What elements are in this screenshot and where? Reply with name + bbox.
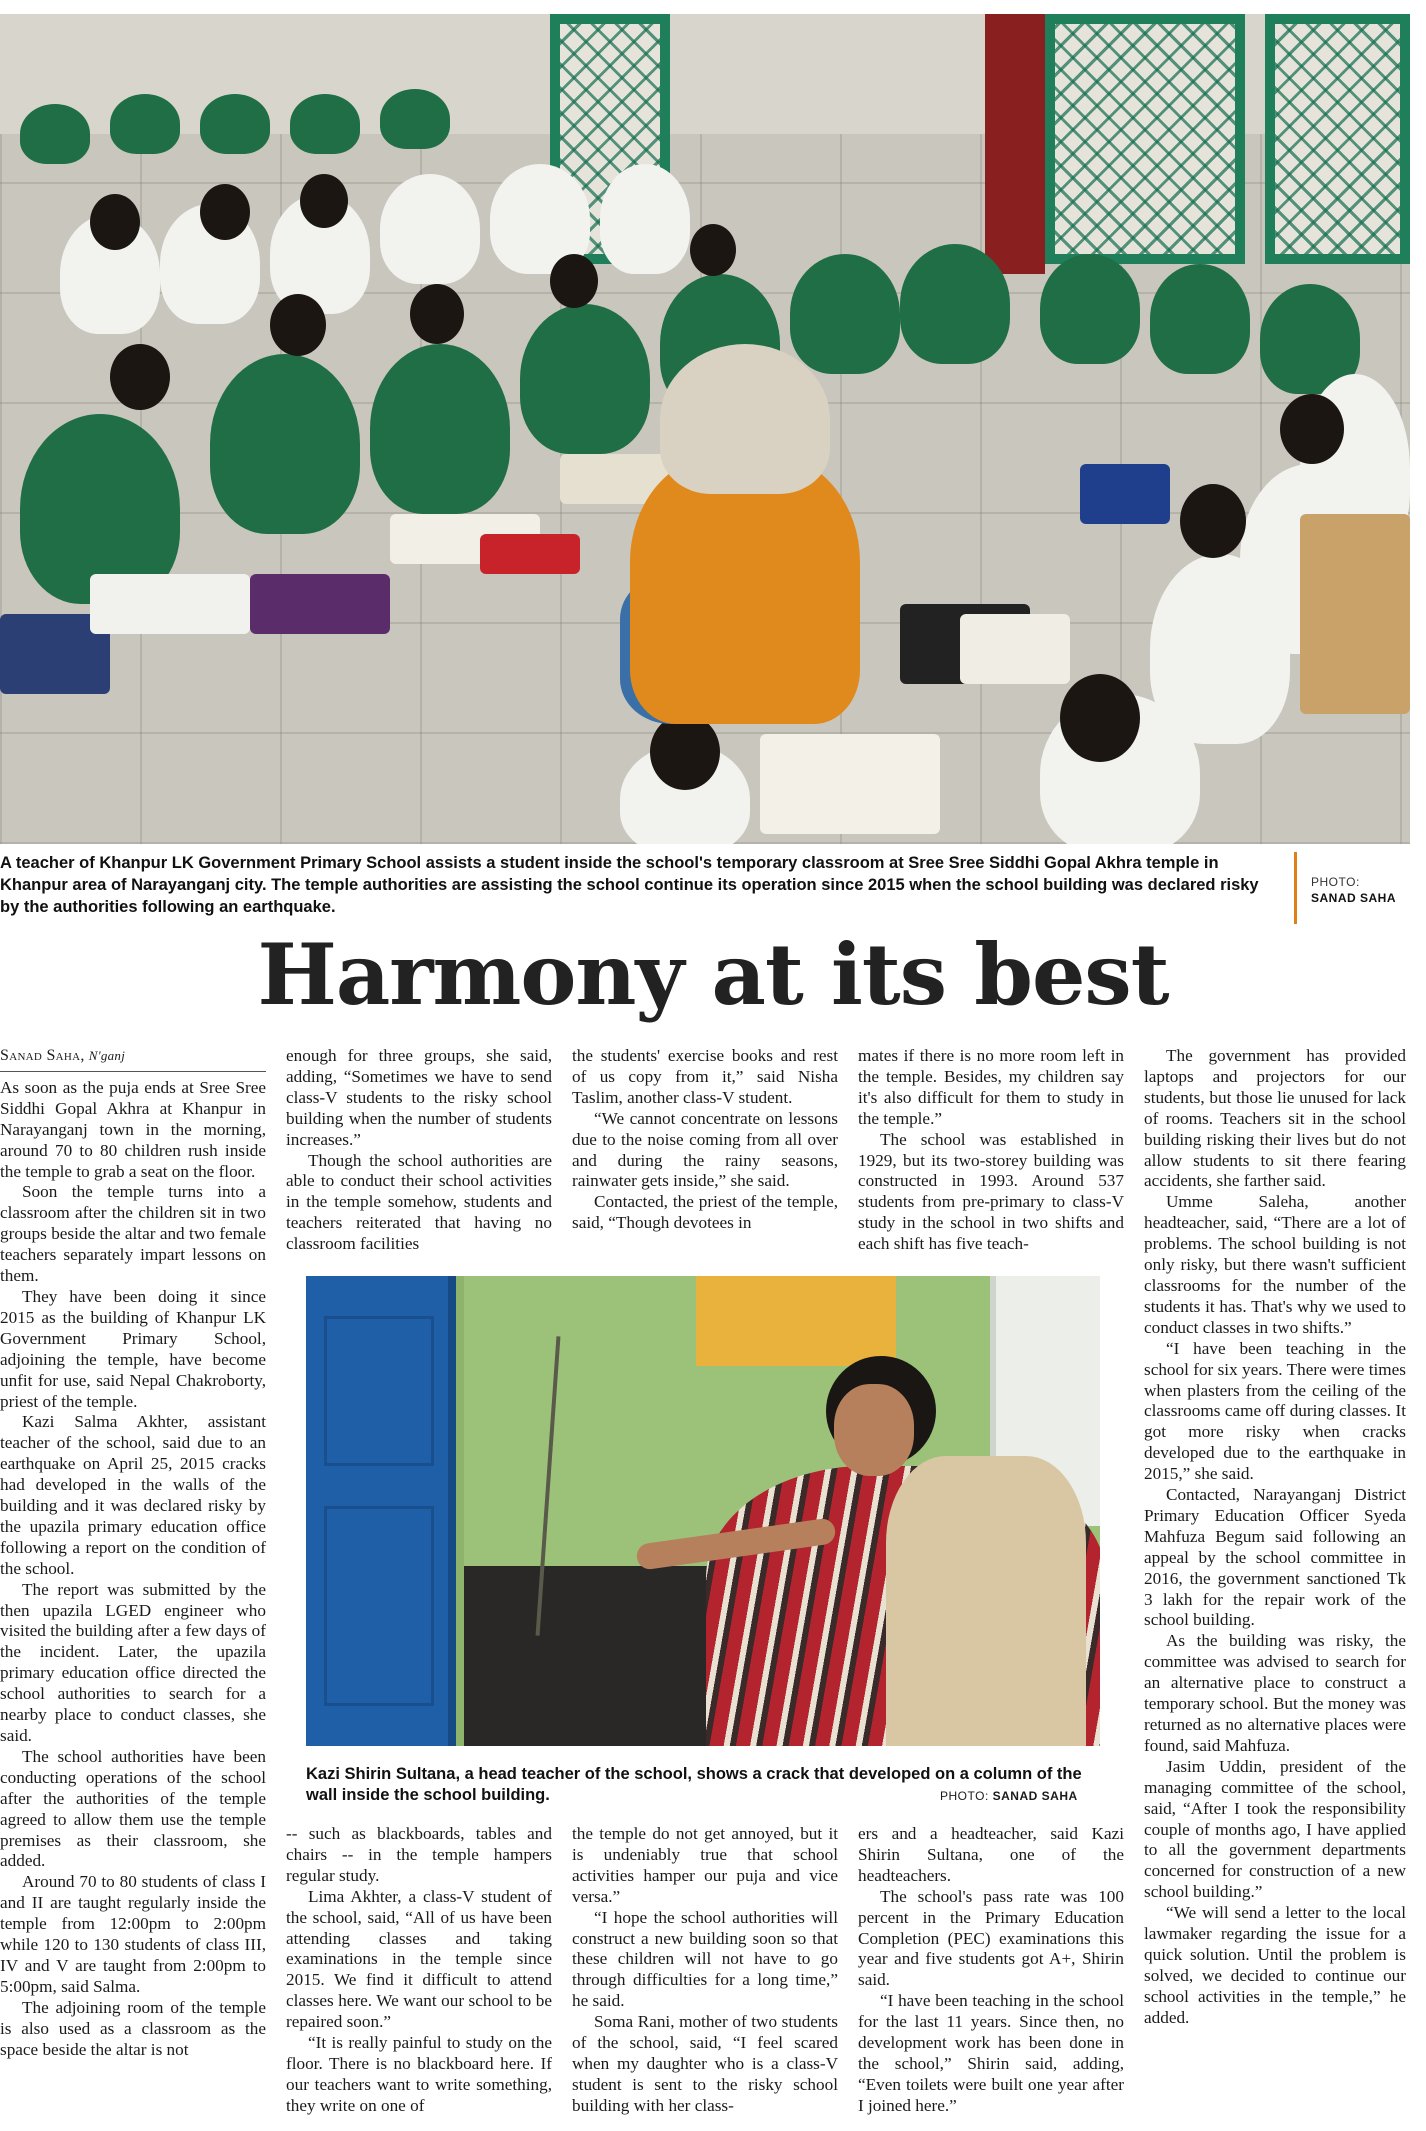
paragraph: Though the school authorities are able to conduct their school activities in the temple somehow, students and teachers reiterated that having no classroom facilities bbox=[286, 1150, 552, 1254]
paragraph: “I have been teaching in the school for the last 11 years. Since then, no development work has been done in the school,” Shirin said, adding, “Even toilets were built one year after I joined here.” bbox=[858, 1991, 1124, 2115]
byline bbox=[0, 1046, 266, 1072]
classroom-photo bbox=[0, 14, 1410, 844]
article-column-5 bbox=[1144, 1046, 1406, 2029]
inner-photo-credit-label: PHOTO: bbox=[940, 1789, 989, 1803]
article-column-2-top bbox=[286, 1046, 552, 1255]
article-column-2-bottom bbox=[286, 1824, 552, 2117]
paragraph: The school authorities have been conducting operations of the school after the authorities of the temple agreed to allow them use the temple premises as their classroom, she added. bbox=[0, 1746, 266, 1871]
paragraph: The report was submitted by the then upazila LGED engineer who visited the building after a few days of the incident. Later, the upazila primary education office directed the school authorities to search for a nearby place to conduct classes, she said. bbox=[0, 1579, 266, 1745]
paragraph: The school was established in 1929, but its two-storey building was constructed in 1993. Around 537 students from pre-primary to class-V study in the school in two shifts and each shift has five teach- bbox=[858, 1129, 1124, 1254]
inner-photo-caption: Kazi Shirin Sultana, a head teacher of the school, shows a crack that developed on a column of the wall inside the school building. bbox=[306, 1765, 1082, 1804]
byline-author: Sanad Saha, bbox=[0, 1047, 85, 1064]
paragraph: “I hope the school authorities will construct a new building soon so that these children will not have to go through difficulties for a long time,” he said. bbox=[572, 1907, 838, 2011]
paragraph: The government has provided laptops and projectors for our students, but those lie unused for lack of rooms. Teachers sit in the school building risking their lives but do not allow students to sit there fearing accidents, she farther said. bbox=[1144, 1046, 1406, 1191]
paragraph: “We will send a letter to the local lawmaker regarding the issue for a quick solution. Until the problem is solved, we decided to continue our school activities in the temple,” he added. bbox=[1144, 1903, 1406, 2027]
photo-credit-name: SANAD SAHA bbox=[1311, 891, 1397, 905]
paragraph: Lima Akhter, a class-V student of the school, said, “All of us have been attending classes and taking examinations in the temple since 2015. We find it difficult to attend classes here. We want our school to be repaired soon.” bbox=[286, 1886, 552, 2032]
paragraph: Contacted, Narayanganj District Primary Education Officer Syeda Mahfuza Begum said following an appeal by the school committee in 2016, the government sanctioned Tk 3 lakh for the repair work of the school building. bbox=[1144, 1485, 1406, 1630]
teacher-crack-photo bbox=[306, 1276, 1100, 1746]
paragraph: mates if there is no more room left in the temple. Besides, my children say it's also difficult for them to study in the temple.” bbox=[858, 1046, 1124, 1128]
paragraph: They have been doing it since 2015 as the building of Khanpur LK Government Primary School, adjoining the temple, have become unfit for use, said Nepal Chakroborty, priest of the temple. bbox=[0, 1286, 266, 1411]
photo-credit-label: PHOTO: bbox=[1311, 875, 1360, 889]
paragraph: -- such as blackboards, tables and chairs -- in the temple hampers regular study. bbox=[286, 1824, 552, 1885]
paragraph: “It is really painful to study on the floor. There is no blackboard here. If our teachers want to write something, they write on one of bbox=[286, 2033, 552, 2115]
paragraph: “I have been teaching in the school for six years. There were times when plasters from the ceiling of the classrooms came off during classes. It got more risky when cracks developed due to the earthquake in 2015,” she said. bbox=[1144, 1338, 1406, 1484]
paragraph: the students' exercise books and rest of us copy from it,” said Nisha Taslim, another class-V student. bbox=[572, 1046, 838, 1107]
paragraph: As the building was risky, the committee was advised to search for an alternative place to construct a temporary school. But the money was returned as no alternative places were found, said Mahfuza. bbox=[1144, 1631, 1406, 1755]
article-column-3-bottom bbox=[572, 1824, 838, 2117]
inner-photo-credit-name: SANAD SAHA bbox=[992, 1789, 1078, 1803]
article-column-1 bbox=[0, 1046, 266, 2061]
paragraph: Soma Rani, mother of two students of the school, said, “I feel scared when my daughter who is a class-V student is sent to the risky school building with her class- bbox=[572, 2012, 838, 2115]
paragraph: the temple do not get annoyed, but it is undeniably true that school activities hamper our puja and vice versa.” bbox=[572, 1824, 838, 1906]
article-column-4-top bbox=[858, 1046, 1124, 1255]
paragraph: Kazi Salma Akhter, assistant teacher of the school, said due to an earthquake on April 25, 2015 cracks had developed in the walls of the building and it was declared risky by the upazila primary education office following a report on the condition of the school. bbox=[0, 1412, 266, 1578]
paragraph: The school's pass rate was 100 percent in the Primary Education Completion (PEC) examinations this year and five students got A+, Shirin said. bbox=[858, 1886, 1124, 1990]
photo-credit bbox=[1294, 852, 1396, 924]
photo-caption: A teacher of Khanpur LK Government Primary School assists a student inside the school's temporary classroom at Sree Sree Siddhi Gopal Akhra temple in Khanpur area of Narayanganj city. The temple authorities are assisting the school continue its operation since 2015 when the school building was declared risky by the authorities following an earthquake. bbox=[0, 854, 1259, 916]
byline-location: N'ganj bbox=[88, 1048, 126, 1063]
inner-photo-credit bbox=[940, 1789, 1078, 1803]
paragraph: Around 70 to 80 students of class I and II are taught regularly inside the temple from 12:00pm to 2:00pm while 120 to 130 students of class III, IV and V are taught from 2:00pm to 5:00pm, said Salma. bbox=[0, 1872, 266, 1996]
paragraph: The adjoining room of the temple is also used as a classroom as the space beside the altar is not bbox=[0, 1997, 266, 2059]
article-column-3-top bbox=[572, 1046, 838, 1234]
paragraph: ers and a headteacher, said Kazi Shirin Sultana, one of the headteachers. bbox=[858, 1824, 1124, 1885]
headline: Harmony at its best bbox=[257, 925, 1169, 1024]
paragraph: “We cannot concentrate on lessons due to the noise coming from all over and during the rainy seasons, rainwater gets inside,” she said. bbox=[572, 1108, 838, 1191]
paragraph: enough for three groups, she said, adding, “Sometimes we have to send class-V students to the risky school building when the number of students increases.” bbox=[286, 1046, 552, 1149]
article-column-4-bottom bbox=[858, 1824, 1124, 2117]
paragraph: Soon the temple turns into a classroom after the children sit in two groups beside the altar and two female teachers separately impart lessons on them. bbox=[0, 1182, 266, 1286]
paragraph: As soon as the puja ends at Sree Sree Siddhi Gopal Akhra at Khanpur in Narayanganj town in the morning, around 70 to 80 children rush inside the temple to grab a seat on the floor. bbox=[0, 1077, 266, 1181]
paragraph: Contacted, the priest of the temple, said, “Though devotees in bbox=[572, 1192, 838, 1233]
paragraph: Jasim Uddin, president of the managing committee of the school, said, “After I took the responsibility couple of months ago, I have applied to all the government departments concerned for construction of a new school building.” bbox=[1144, 1756, 1406, 1902]
paragraph: Umme Saleha, another headteacher, said, “There are a lot of problems. The school building is not only risky, but there wasn't sufficient classrooms for the number of the students it has. That's why we used to conduct classes in two shifts.” bbox=[1144, 1192, 1406, 1337]
